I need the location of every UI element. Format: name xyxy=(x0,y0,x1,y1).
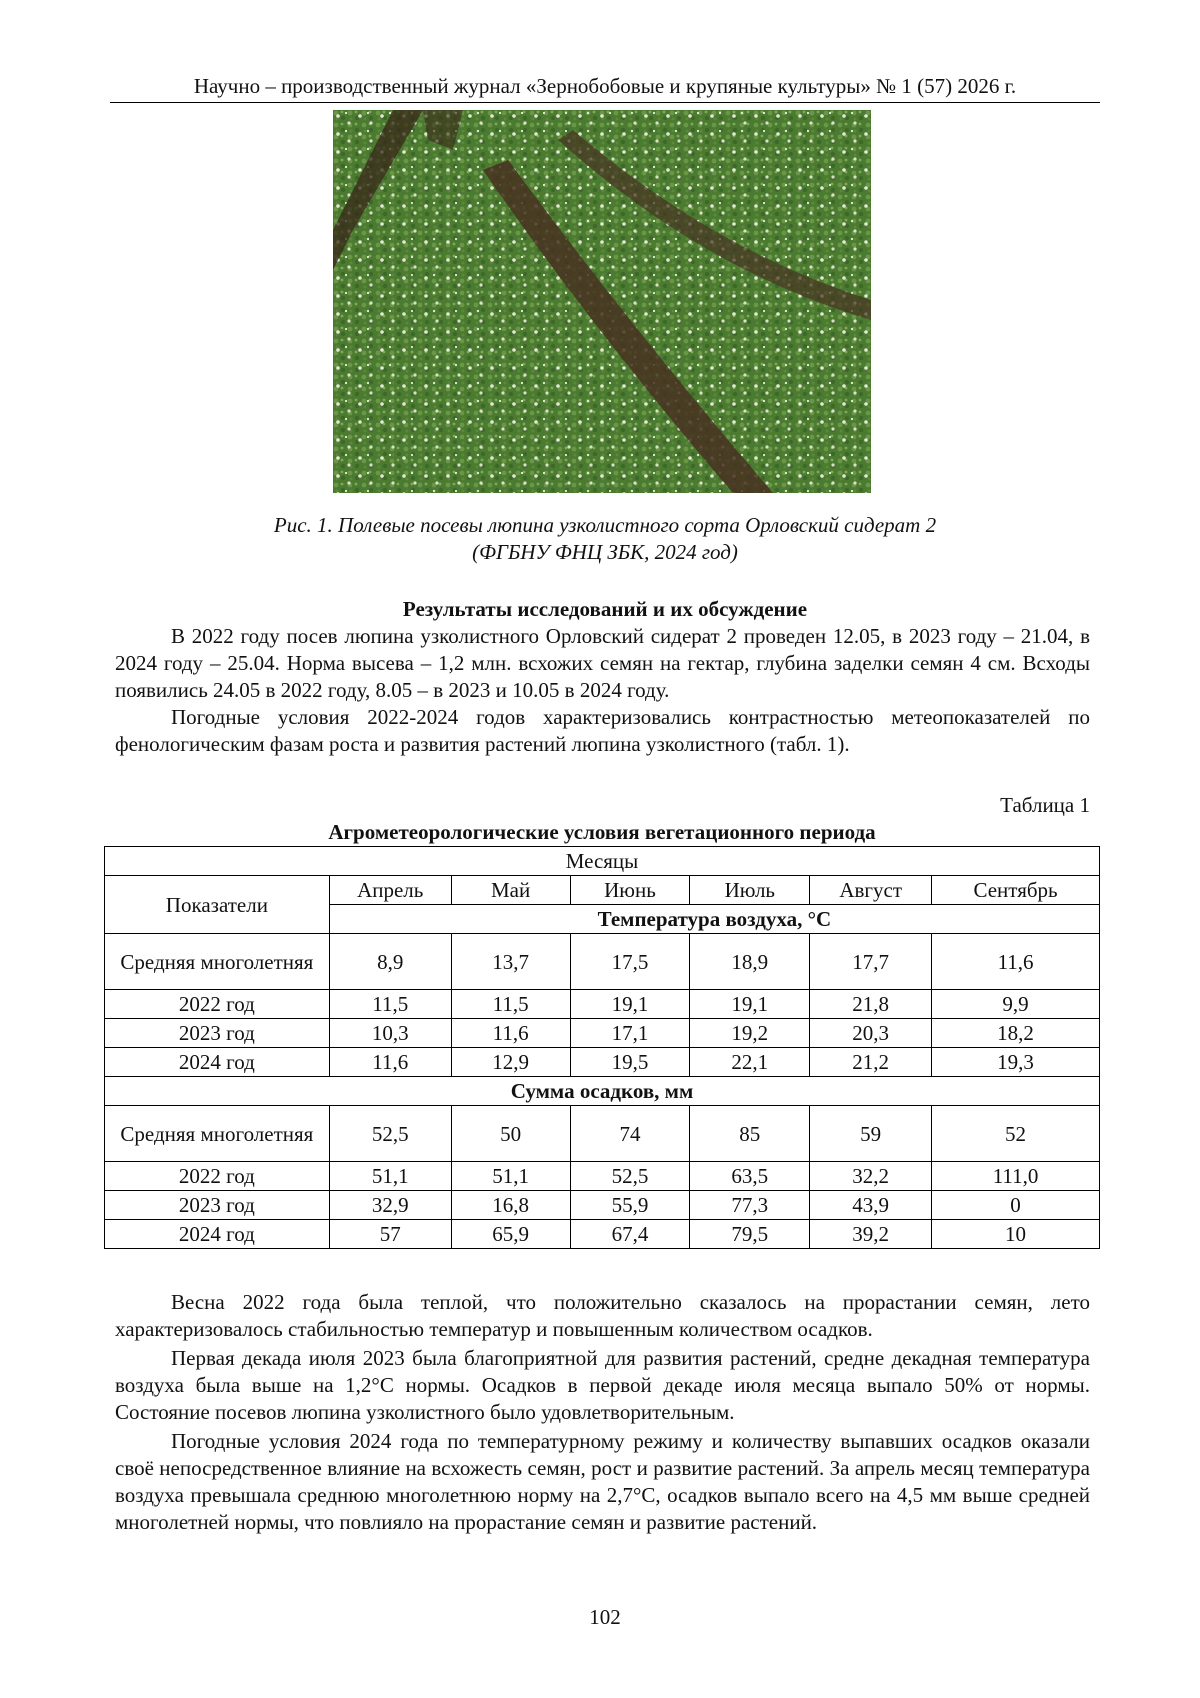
lupine-field-photo xyxy=(333,110,871,493)
table-cell: 74 xyxy=(570,1106,690,1162)
paragraph-5: Погодные условия 2024 года по температурному режиму и количеству выпавших осадков оказали своё непосредственное влияние на всхожесть семян, рост и развитие растений. За апрель месяц температура воздуха превышала среднюю многолетнюю норму на 2,7°С, осадков выпало всего на 4,5 мм выше средней многолетней нормы, что повлияло на прорастание семян и развитие растений. xyxy=(115,1429,1090,1534)
table-cell: 10,3 xyxy=(329,1019,451,1048)
paragraph-2: Погодные условия 2022-2024 годов характеризовались контрастностью метеопоказателей по фенологическим фазам роста и развития растений люпина узколистного (табл. 1). xyxy=(115,705,1090,756)
row-label: Средняя многолетняя xyxy=(105,1106,330,1162)
table-cell: 19,2 xyxy=(690,1019,810,1048)
table-cell: 79,5 xyxy=(690,1220,810,1249)
table-cell: 19,3 xyxy=(932,1048,1100,1077)
row-label: 2022 год xyxy=(105,1162,330,1191)
table-cell: 77,3 xyxy=(690,1191,810,1220)
row-label: 2022 год xyxy=(105,990,330,1019)
table-cell: 19,5 xyxy=(570,1048,690,1077)
table-row xyxy=(105,1077,1100,1106)
table-cell: 18,9 xyxy=(690,934,810,990)
table-title: Агрометеорологические условия вегетационного периода xyxy=(328,820,876,844)
table-row xyxy=(105,1048,1100,1077)
table-cell: 9,9 xyxy=(932,990,1100,1019)
table-cell: 55,9 xyxy=(570,1191,690,1220)
month-header: Апрель xyxy=(329,876,451,905)
caption-line-2: (ФГБНУ ФНЦ ЗБК, 2024 год) xyxy=(472,540,738,564)
row-label: 2023 год xyxy=(105,1191,330,1220)
table-cell: 32,2 xyxy=(810,1162,932,1191)
table-cell: 43,9 xyxy=(810,1191,932,1220)
row-label: 2024 год xyxy=(105,1220,330,1249)
month-header: Август xyxy=(810,876,932,905)
weather-table xyxy=(104,846,1100,1249)
table-row xyxy=(105,1106,1100,1162)
table-cell: 17,5 xyxy=(570,934,690,990)
table-cell: 19,1 xyxy=(690,990,810,1019)
table-cell: 32,9 xyxy=(329,1191,451,1220)
table-number: Таблица 1 xyxy=(1000,793,1090,817)
table-row xyxy=(105,876,1100,905)
table-cell: 39,2 xyxy=(810,1220,932,1249)
month-header: Май xyxy=(451,876,570,905)
month-header: Сентябрь xyxy=(932,876,1100,905)
table-cell: 12,9 xyxy=(451,1048,570,1077)
table-cell: 51,1 xyxy=(451,1162,570,1191)
table-cell: 11,6 xyxy=(451,1019,570,1048)
table-cell: 59 xyxy=(810,1106,932,1162)
table-cell: 67,4 xyxy=(570,1220,690,1249)
indicator-header: Показатели xyxy=(105,876,330,934)
table-cell: 51,1 xyxy=(329,1162,451,1191)
row-label: 2023 год xyxy=(105,1019,330,1048)
table-row xyxy=(105,1220,1100,1249)
section-title: Результаты исследований и их обсуждение xyxy=(402,597,808,621)
months-header: Месяцы xyxy=(105,847,1100,876)
table-cell: 52 xyxy=(932,1106,1100,1162)
table-cell: 111,0 xyxy=(932,1162,1100,1191)
table-cell: 11,6 xyxy=(329,1048,451,1077)
row-label: Средняя многолетняя xyxy=(105,934,330,990)
table-cell: 0 xyxy=(932,1191,1100,1220)
table-cell: 11,5 xyxy=(451,990,570,1019)
table-row xyxy=(105,1191,1100,1220)
table-cell: 17,1 xyxy=(570,1019,690,1048)
table-cell: 22,1 xyxy=(690,1048,810,1077)
table-row xyxy=(105,1162,1100,1191)
table-cell: 21,2 xyxy=(810,1048,932,1077)
table-row xyxy=(105,934,1100,990)
month-header: Июнь xyxy=(570,876,690,905)
table-cell: 18,2 xyxy=(932,1019,1100,1048)
table-cell: 20,3 xyxy=(810,1019,932,1048)
precipitation-section-header: Сумма осадков, мм xyxy=(105,1077,1100,1106)
table-cell: 13,7 xyxy=(451,934,570,990)
table-cell: 17,7 xyxy=(810,934,932,990)
table-cell: 11,6 xyxy=(932,934,1100,990)
table-cell: 50 xyxy=(451,1106,570,1162)
table-cell: 57 xyxy=(329,1220,451,1249)
page-number: 102 xyxy=(589,1605,621,1629)
table-cell: 11,5 xyxy=(329,990,451,1019)
table-cell: 21,8 xyxy=(810,990,932,1019)
figure-caption xyxy=(110,512,1100,566)
row-label: 2024 год xyxy=(105,1048,330,1077)
table-row xyxy=(105,847,1100,876)
table-cell: 52,5 xyxy=(329,1106,451,1162)
paragraph-1: В 2022 году посев люпина узколистного Орловский сидерат 2 проведен 12.05, в 2023 году – 21.04, в 2024 году – 25.04. Норма высева – 1,2 млн. всхожих семян на гектар, глубина заделки семян 4 см. Всходы появились 24.05 в 2022 году, 8.05 – в 2023 и 10.05 в 2024 году. xyxy=(115,624,1090,702)
table-cell: 8,9 xyxy=(329,934,451,990)
table-row xyxy=(105,990,1100,1019)
caption-line-1: Рис. 1. Полевые посевы люпина узколистного сорта Орловский сидерат 2 xyxy=(273,513,937,537)
table-row xyxy=(105,1019,1100,1048)
month-header: Июль xyxy=(690,876,810,905)
journal-header: Научно – производственный журнал «Зернобобовые и крупяные культуры» № 1 (57) 2026 г. xyxy=(110,72,1100,103)
table-cell: 65,9 xyxy=(451,1220,570,1249)
paragraph-4: Первая декада июля 2023 была благоприятной для развития растений, средне декадная температура воздуха была выше на 1,2°С нормы. Осадков в первой декаде июля месяца выпало 50% от нормы. Состояние посевов люпина узколистного было удовлетворительным. xyxy=(115,1346,1090,1424)
table-cell: 10 xyxy=(932,1220,1100,1249)
table-cell: 52,5 xyxy=(570,1162,690,1191)
temperature-section-header: Температура воздуха, °С xyxy=(329,905,1099,934)
table-cell: 16,8 xyxy=(451,1191,570,1220)
table-cell: 63,5 xyxy=(690,1162,810,1191)
table-cell: 85 xyxy=(690,1106,810,1162)
table-cell: 19,1 xyxy=(570,990,690,1019)
paragraph-3: Весна 2022 года была теплой, что положительно сказалось на прорастании семян, лето характеризовалось стабильностью температур и повышенным количеством осадков. xyxy=(115,1290,1090,1341)
